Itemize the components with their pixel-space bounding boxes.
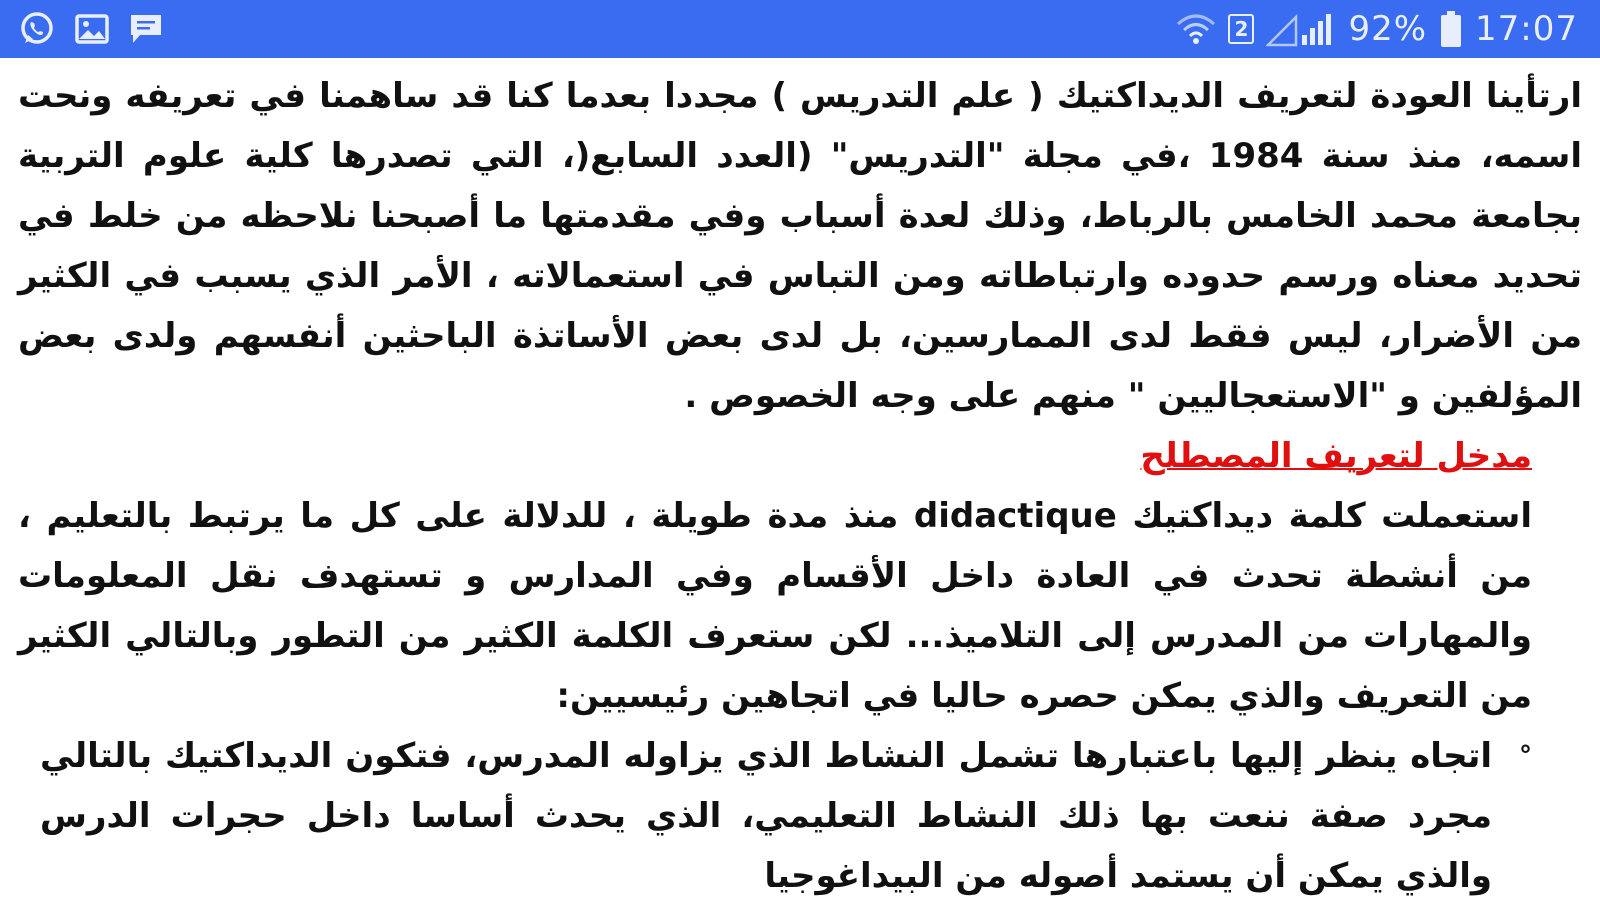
bullet-text: اتجاه ينظر إليها باعتبارها تشمل النشاط الذي يزاوله المدرس، فتكون الديداكتيك بالتالي مجرد صفة ننعت بها ذلك النشاط التعليمي، الذي يحدث أساسا داخل حجرات الدرس والذي يمكن أن يستمد أصوله من البيداغوجيا <box>40 736 1492 896</box>
battery-percentage: 92% <box>1348 9 1428 49</box>
clock: 17:07 <box>1475 9 1578 49</box>
status-bar <box>0 0 1600 58</box>
bullet-list <box>0 726 1600 900</box>
article-content <box>0 58 1600 900</box>
paragraph-intro: ارتأينا العودة لتعريف الديداكتيك ( علم التدريس ) مجددا بعدما كنا قد ساهمنا في تعريفه ونحت اسمه، منذ سنة 1984 ،في مجلة "التدريس" (العدد السابع(، التي تصدرها كلية علوم التربية بجامعة محمد الخامس بالرباط، وذلك لعدة أسباب وفي مقدمتها ما أصبحنا نلاحظه من خلط في تحديد معناه ورسم حدوده وارتباطاته ومن التباس في استعمالاته ، الأمر الذي يسبب في الكثير من الأضرار، ليس فقط لدى الممارسين، بل لدى بعض الأساتذة الباحثين أنفسهم ولدى بعض المؤلفين و "الاستعجاليين " منهم على وجه الخصوص . <box>18 76 1582 416</box>
section-heading: مدخل لتعريف المصطلح <box>1140 436 1532 476</box>
whatsapp-icon <box>18 10 56 48</box>
sim-2-badge: 2 <box>1228 14 1254 44</box>
status-bar-notifications <box>18 10 182 48</box>
wifi-icon <box>1176 12 1216 46</box>
list-item <box>40 726 1532 900</box>
paragraph-definition: استعملت كلمة ديداكتيك didactique منذ مدة طويلة ، للدلالة على كل ما يرتبط بالتعليم ، من أنشطة تحدث في العادة داخل الأقسام وفي المدارس و تستهدف نقل المعلومات والمهارات من المدرس إلى التلاميذ... لكن ستعرف الكلمة الكثير من التطور وبالتالي الكثير من التعريف والذي يمكن حصره حاليا في اتجاهين رئيسيين: <box>18 496 1532 716</box>
bullet-marker: ° <box>1519 741 1532 771</box>
battery-icon <box>1439 10 1463 48</box>
status-bar-system <box>1164 9 1578 49</box>
gallery-icon <box>74 12 110 46</box>
signal-icon <box>1266 11 1336 47</box>
message-icon <box>128 11 164 47</box>
